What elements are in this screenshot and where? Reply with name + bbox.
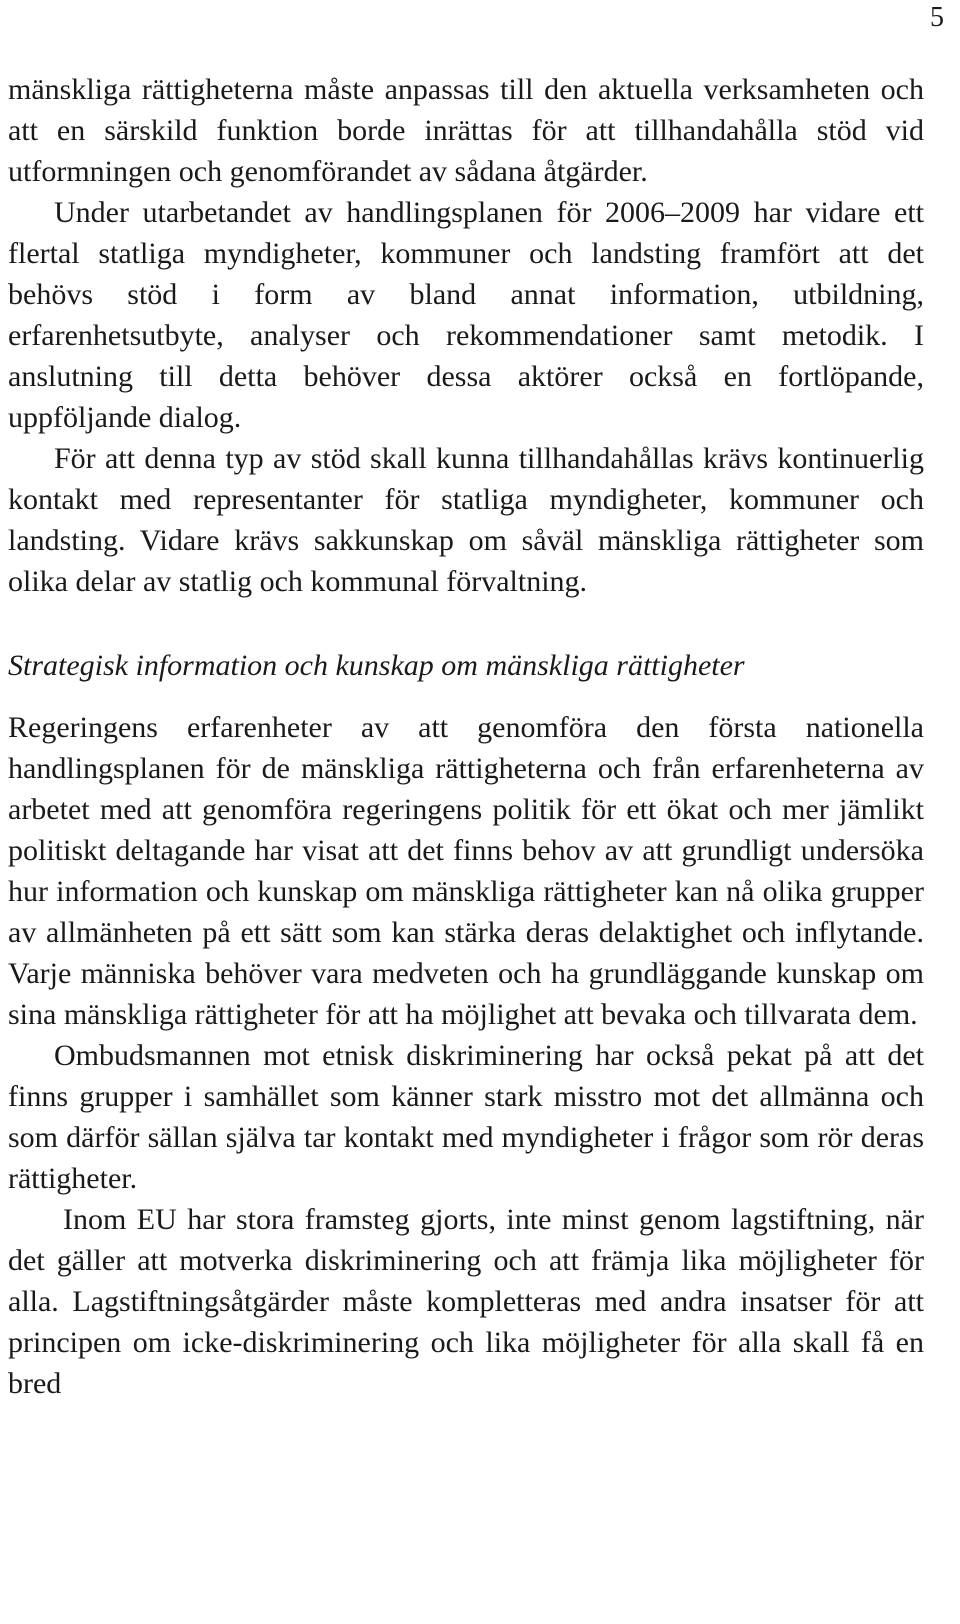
section-heading: Strategisk information och kunskap om mänskliga rättigheter <box>8 649 745 682</box>
heading-spacer <box>8 686 924 707</box>
section-spacer <box>8 602 924 645</box>
page-number: 5 <box>930 2 944 33</box>
paragraph-continuation: mänskliga rättigheterna måste anpassas till den aktuella verksamheten och att en särskild funktion borde inrättas för att tillhandahålla stöd vid utformningen och genomförandet av sådana åtgärder. <box>8 73 924 188</box>
paragraph-regeringens-erfarenheter: Regeringens erfarenheter av att genomföra den första nationella handlingsplanen för de mänskliga rättigheterna och från erfarenheterna av arbetet med att genomföra regeringens politik för ett ökat och mer jämlikt politiskt deltagande har visat att det finns behov av att grundligt undersöka hur information och kunskap om mänskliga rättigheter kan nå olika grupper av allmänheten på ett sätt som kan stärka deras delaktighet och inflytande. Varje människa behöver vara medveten och ha grundläggande kunskap om sina mänskliga rättigheter för att ha möjlighet att bevaka och tillvarata dem. <box>8 711 924 1031</box>
paragraph-inom-eu: Inom EU har stora framsteg gjorts, inte minst genom lagstiftning, när det gäller att motverka diskriminering och att främja lika möjligheter för alla. Lagstiftningsåtgärder måste kompletteras med andra insatser för att principen om icke-diskriminering och lika möjligheter för alla skall få en bred <box>8 1203 924 1400</box>
paragraph-handlingsplan-support: Under utarbetandet av handlingsplanen för 2006–2009 har vidare ett flertal statliga myndigheter, kommuner och landsting framfört att det behövs stöd i form av bland annat information, utbildning, erfarenhetsutbyte, analyser och rekommendationer samt metodik. I anslutning till detta behöver dessa aktörer också en fortlöpande, uppföljande dialog. <box>8 196 924 434</box>
paragraph-kontakt-representanter: För att denna typ av stöd skall kunna tillhandahållas krävs kontinuerlig kontakt med representanter för statliga myndigheter, kommuner och landsting. Vidare krävs sakkunskap om såväl mänskliga rättigheter som olika delar av statlig och kommunal förvaltning. <box>8 442 924 598</box>
paragraph-ombudsmannen: Ombudsmannen mot etnisk diskriminering har också pekat på att det finns grupper i samhället som känner stark misstro mot det allmänna och som därför sällan själva tar kontakt med myndigheter i frågor som rör deras rättigheter. <box>8 1039 924 1195</box>
document-body <box>8 69 924 1404</box>
